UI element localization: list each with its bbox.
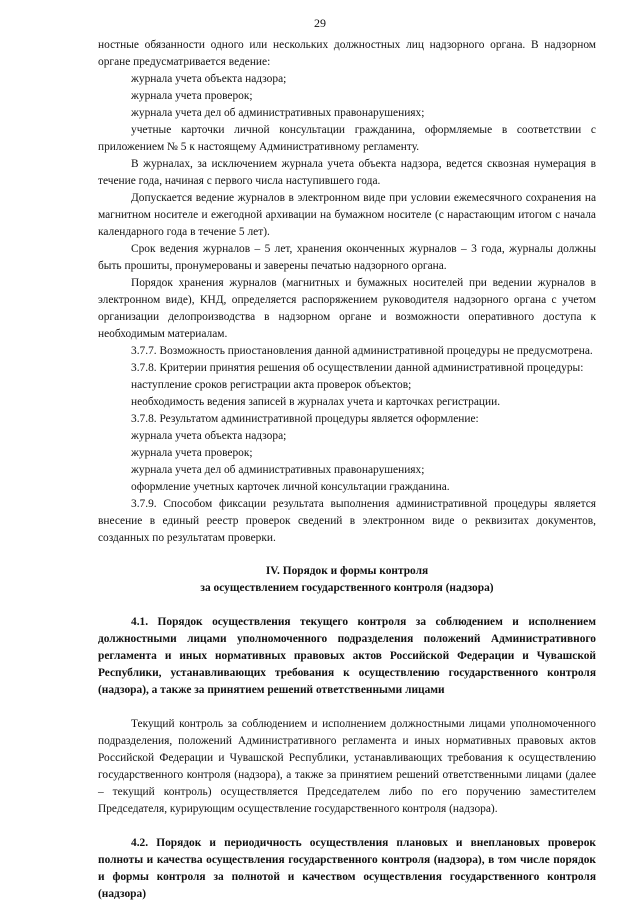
paragraph: Допускается ведение журналов в электронном виде при условии ежемесячного сохранения на магнитном носителе и ежегодной архивации на бумажном носителе (с нарастающим итогом с начала календарного года в течение 5 лет). [98,192,596,238]
list-item: 3.7.8. Результатом административной процедуры является оформление: [131,413,479,425]
list-item: журнала учета проверок; [131,90,253,102]
paragraph: ностные обязанности одного или нескольких должностных лиц надзорного органа. В надзорном органе предусматривается ведение: [98,39,596,68]
list-item: журнала учета проверок; [131,447,253,459]
spacer [98,818,596,835]
spacer [98,699,596,716]
list-item: журнала учета дел об административных правонарушениях; [131,464,425,476]
page-number: 29 [314,16,326,30]
spacer [98,547,596,563]
paragraph: 3.7.7. Возможность приостановления данной административной процедуры не предусмотрена. [131,345,593,357]
section-heading: за осуществлением государственного контроля (надзора) [200,582,494,594]
spacer [98,597,596,614]
list-item: журнала учета объекта надзора; [131,430,287,442]
list-item: оформление учетных карточек личной консультации гражданина. [131,481,450,493]
paragraph: 3.7.9. Способом фиксации результата выполнения административной процедуры является внесение в единый реестр проверок сведений в электронном виде о реквизитах документов, созданных по результатам проверки. [98,498,596,544]
paragraph: учетные карточки личной консультации гражданина, оформляемые в соответствии с приложением № 5 к настоящему Административному регламенту. [98,124,596,153]
paragraph: 3.7.8. Критерии принятия решения об осуществлении данной административной процедуры: [131,362,584,374]
subsection-heading: 4.1. Порядок осуществления текущего контроля за соблюдением и исполнением должностными лицами уполномоченного подразделения положений Административного регламента и иных нормативных правовых актов Российской Федерации и Чувашской Республики, устанавливающих требования к осуществлению государственного контроля (надзора), а также за принятием решений ответственными лицами [98,616,596,696]
list-item: необходимость ведения записей в журналах учета и карточках регистрации. [131,396,501,408]
list-item: журнала учета объекта надзора; [131,73,287,85]
list-item: наступление сроков регистрации акта проверок объектов; [131,379,412,391]
paragraph: Срок ведения журналов – 5 лет, хранения оконченных журналов – 3 года, журналы должны быть прошиты, пронумерованы и заверены печатью надзорного органа. [98,243,596,272]
paragraph: Текущий контроль за соблюдением и исполнением должностными лицами уполномоченного подразделения, положений Административного регламента и иных нормативных правовых актов Российской Федерации и Чувашской Республики, устанавливающих требования к осуществлению государственного контроля (надзора), а также за принятием решений ответственными лицами (далее – текущий контроль) осуществляется Председателем либо по его поручению заместителем Председателя, курирующим осуществление государственного контроля (надзора). [98,718,596,815]
paragraph: Порядок хранения журналов (магнитных и бумажных носителей при ведении журналов в электронном виде), КНД, определяется распоряжением руководителя надзорного органа с учетом организации делопроизводства в надзорном органе и возможности оперативного доступа к необходимым материалам. [98,277,596,340]
subsection-heading: 4.2. Порядок и периодичность осуществления плановых и внеплановых проверок полноты и качества осуществления государственного контроля (надзора), в том числе порядок и формы контроля за полнотой и качеством осуществления государственного контроля (надзора) [98,837,596,900]
paragraph: В журналах, за исключением журнала учета объекта надзора, ведется сквозная нумерация в течение года, начиная с первого числа наступившего года. [98,158,596,187]
section-heading: IV. Порядок и формы контроля [265,565,429,577]
list-item: журнала учета дел об административных правонарушениях; [131,107,425,119]
document-body [98,37,596,903]
